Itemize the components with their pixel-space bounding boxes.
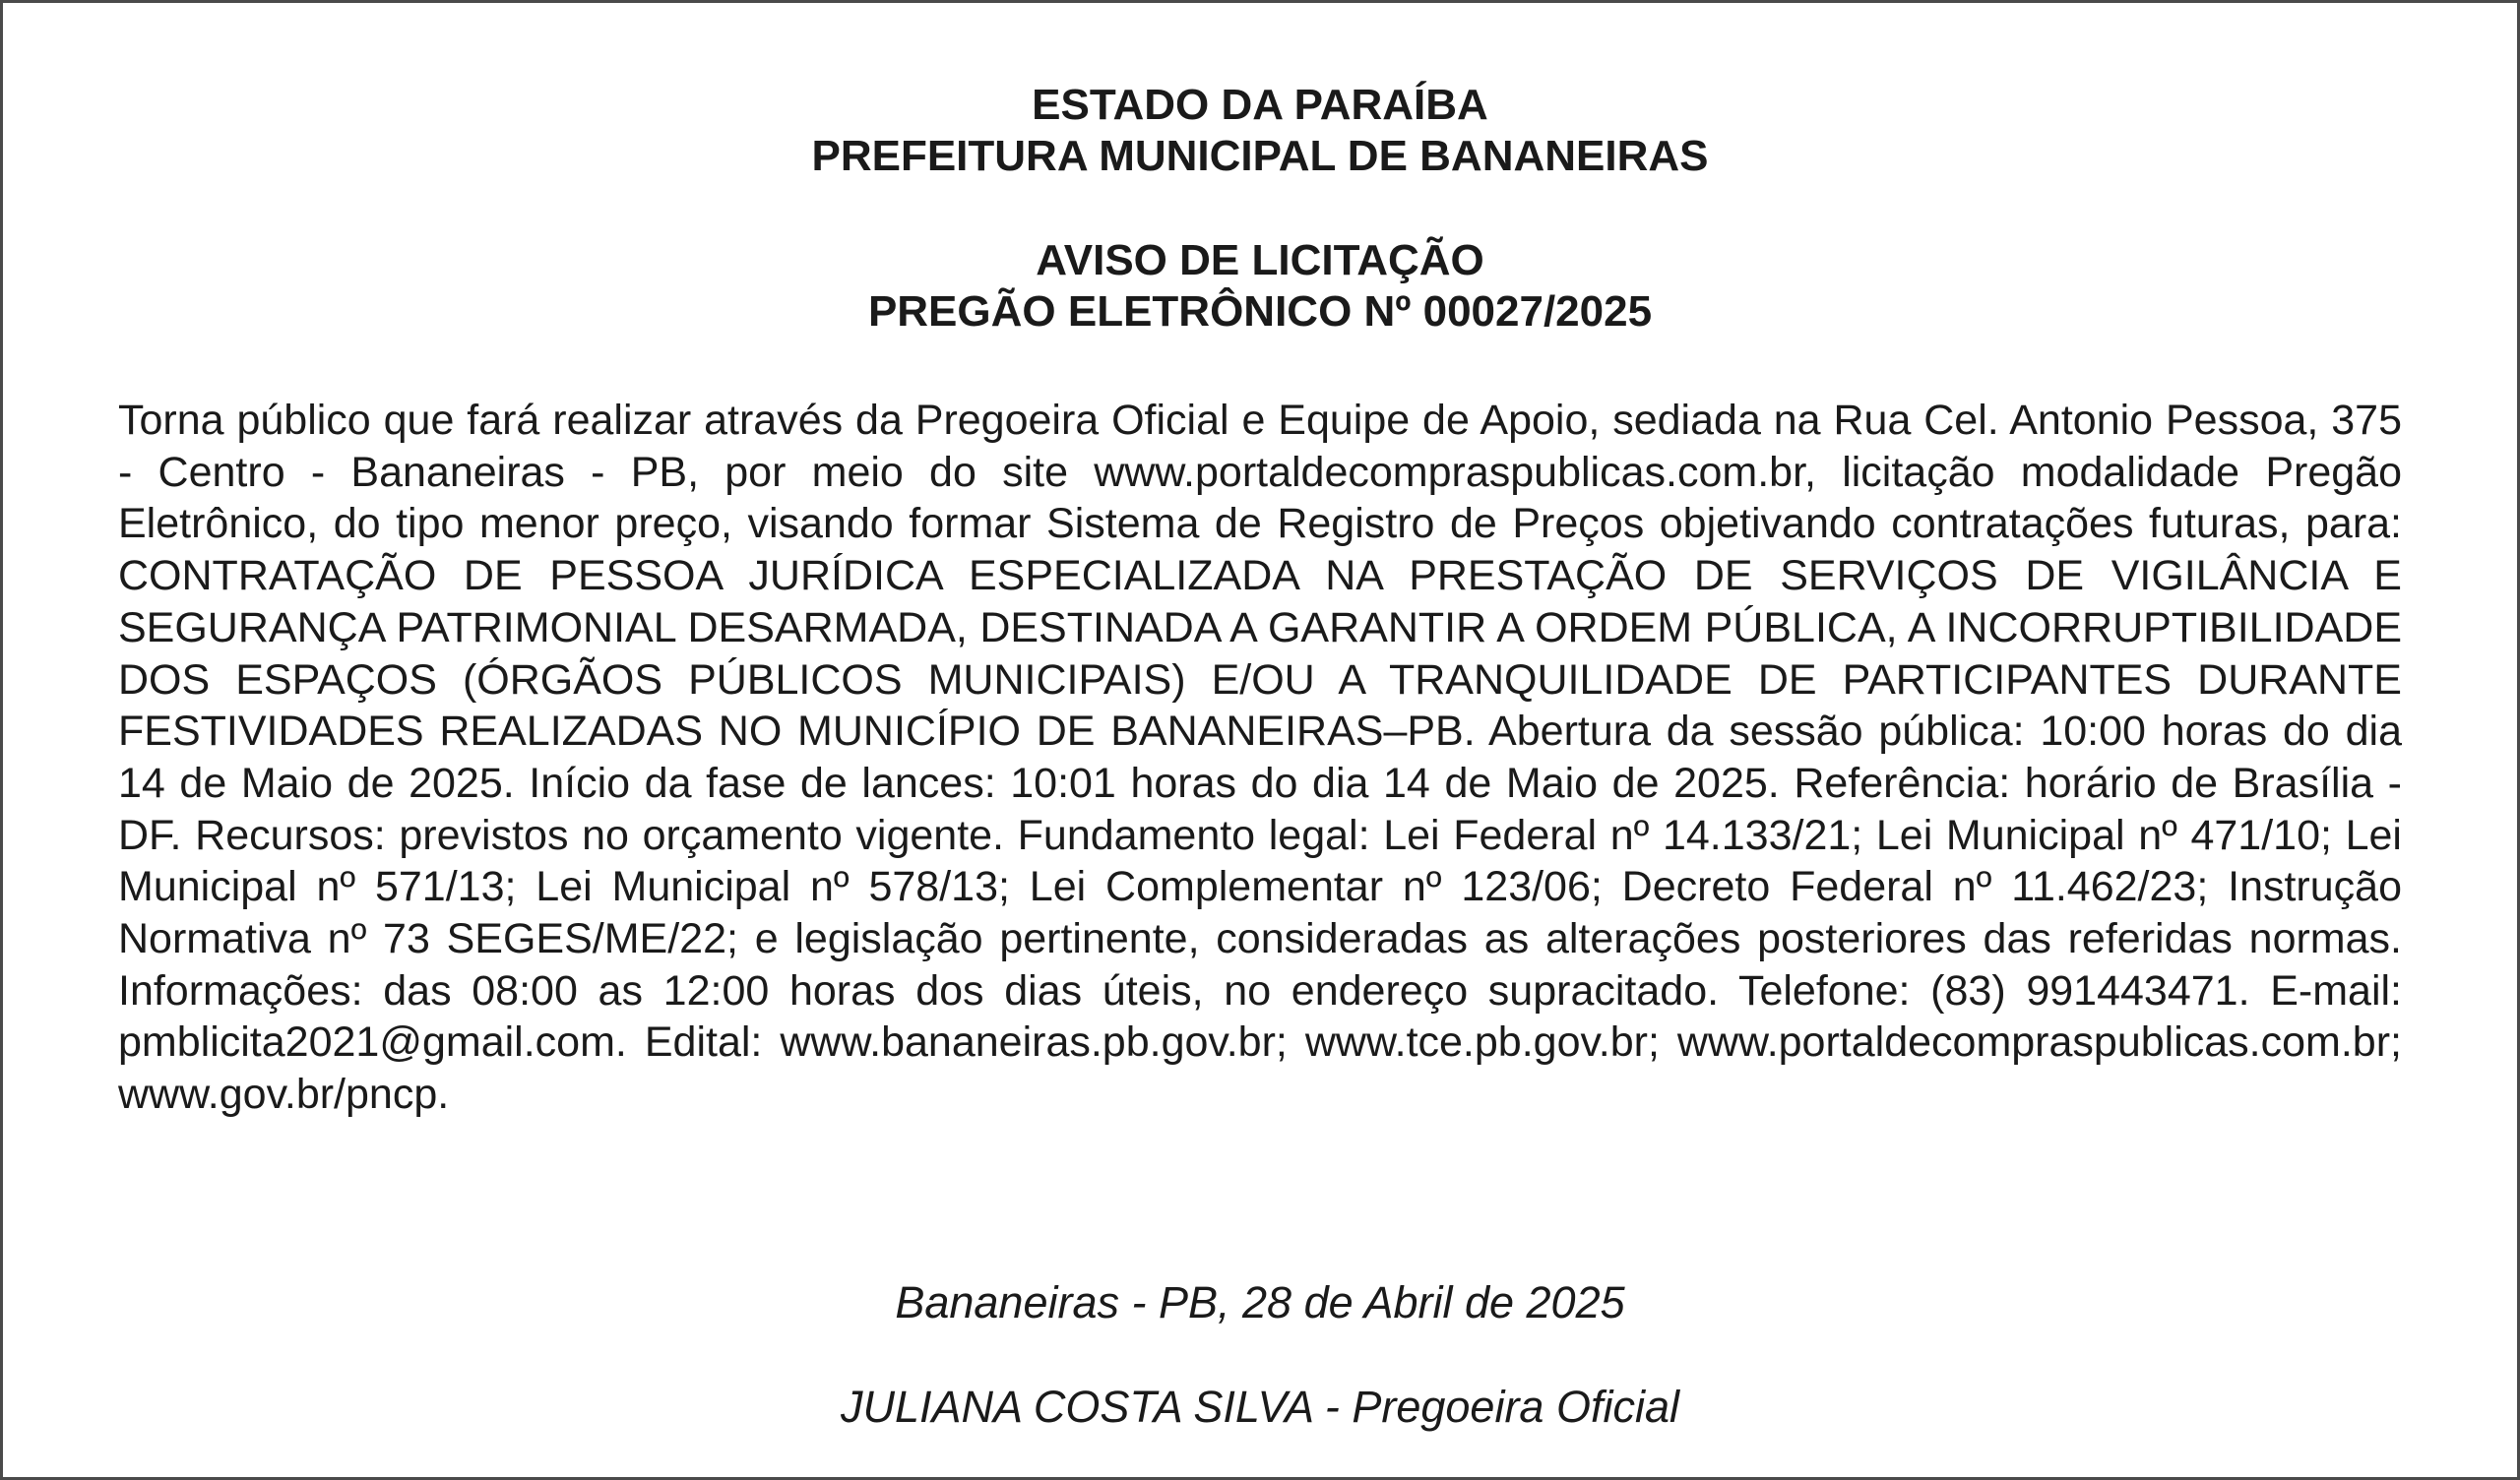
municipality-heading: PREFEITURA MUNICIPAL DE BANANEIRAS <box>811 132 1709 180</box>
place-date: Bananeiras - PB, 28 de Abril de 2025 <box>895 1277 1625 1327</box>
signature-line: JULIANA COSTA SILVA - Pregoeira Oficial <box>841 1382 1679 1432</box>
notice-type-heading: AVISO DE LICITAÇÃO <box>1036 236 1484 284</box>
notice-header <box>3 80 2517 338</box>
notice-body-paragraph: Torna público que fará realizar através da Pregoeira Oficial e Equipe de Apoio, sediada na Rua Cel. Antonio Pessoa, 375 - Centro - Bananeiras - PB, por meio do site www.portaldecompraspublicas.com.br, licitação modalidade Pregão Eletrônico, do tipo menor preço, visando formar Sistema de Registro de Preços objetivando contratações futuras, para: CONTRATAÇÃO DE PESSOA JURÍDICA ESPECIALIZADA NA PRESTAÇÃO DE SERVIÇOS DE VIGILÂNCIA E SEGURANÇA PATRIMONIAL DESARMADA, DESTINADA A GARANTIR A ORDEM PÚBLICA, A INCORRUPTIBILIDADE DOS ESPAÇOS (ÓRGÃOS PÚBLICOS MUNICIPAIS) E/OU A TRANQUILIDADE DE PARTICIPANTES DURANTE FESTIVIDADES REALIZADAS NO MUNICÍPIO DE BANANEIRAS–PB. Abertura da sessão pública: 10:00 horas do dia 14 de Maio de 2025. Início da fase de lances: 10:01 horas do dia 14 de Maio de 2025. Referência: horário de Brasília - DF. Recursos: previstos no orçamento vigente. Fundamento legal: Lei Federal nº 14.133/21; Lei Municipal nº 471/10; Lei Municipal nº 571/13; Lei Municipal nº 578/13; Lei Complementar nº 123/06; Decreto Federal nº 11.462/23; Instrução Normativa nº 73 SEGES/ME/22; e legislação pertinente, consideradas as alterações posteriores das referidas normas. Informações: das 08:00 as 12:00 horas dos dias úteis, no endereço supracitado. Telefone: (83) 991443471. E-mail: pmblicita2021@gmail.com. Edital: www.bananeiras.pb.gov.br; www.tce.pb.gov.br; www.portaldecompraspublicas.com.br; www.gov.br/pncp. <box>118 397 2402 1119</box>
state-heading: ESTADO DA PARAÍBA <box>1032 81 1488 129</box>
header-spacer <box>3 182 2517 235</box>
process-number-heading: PREGÃO ELETRÔNICO Nº 00027/2025 <box>867 287 1653 336</box>
